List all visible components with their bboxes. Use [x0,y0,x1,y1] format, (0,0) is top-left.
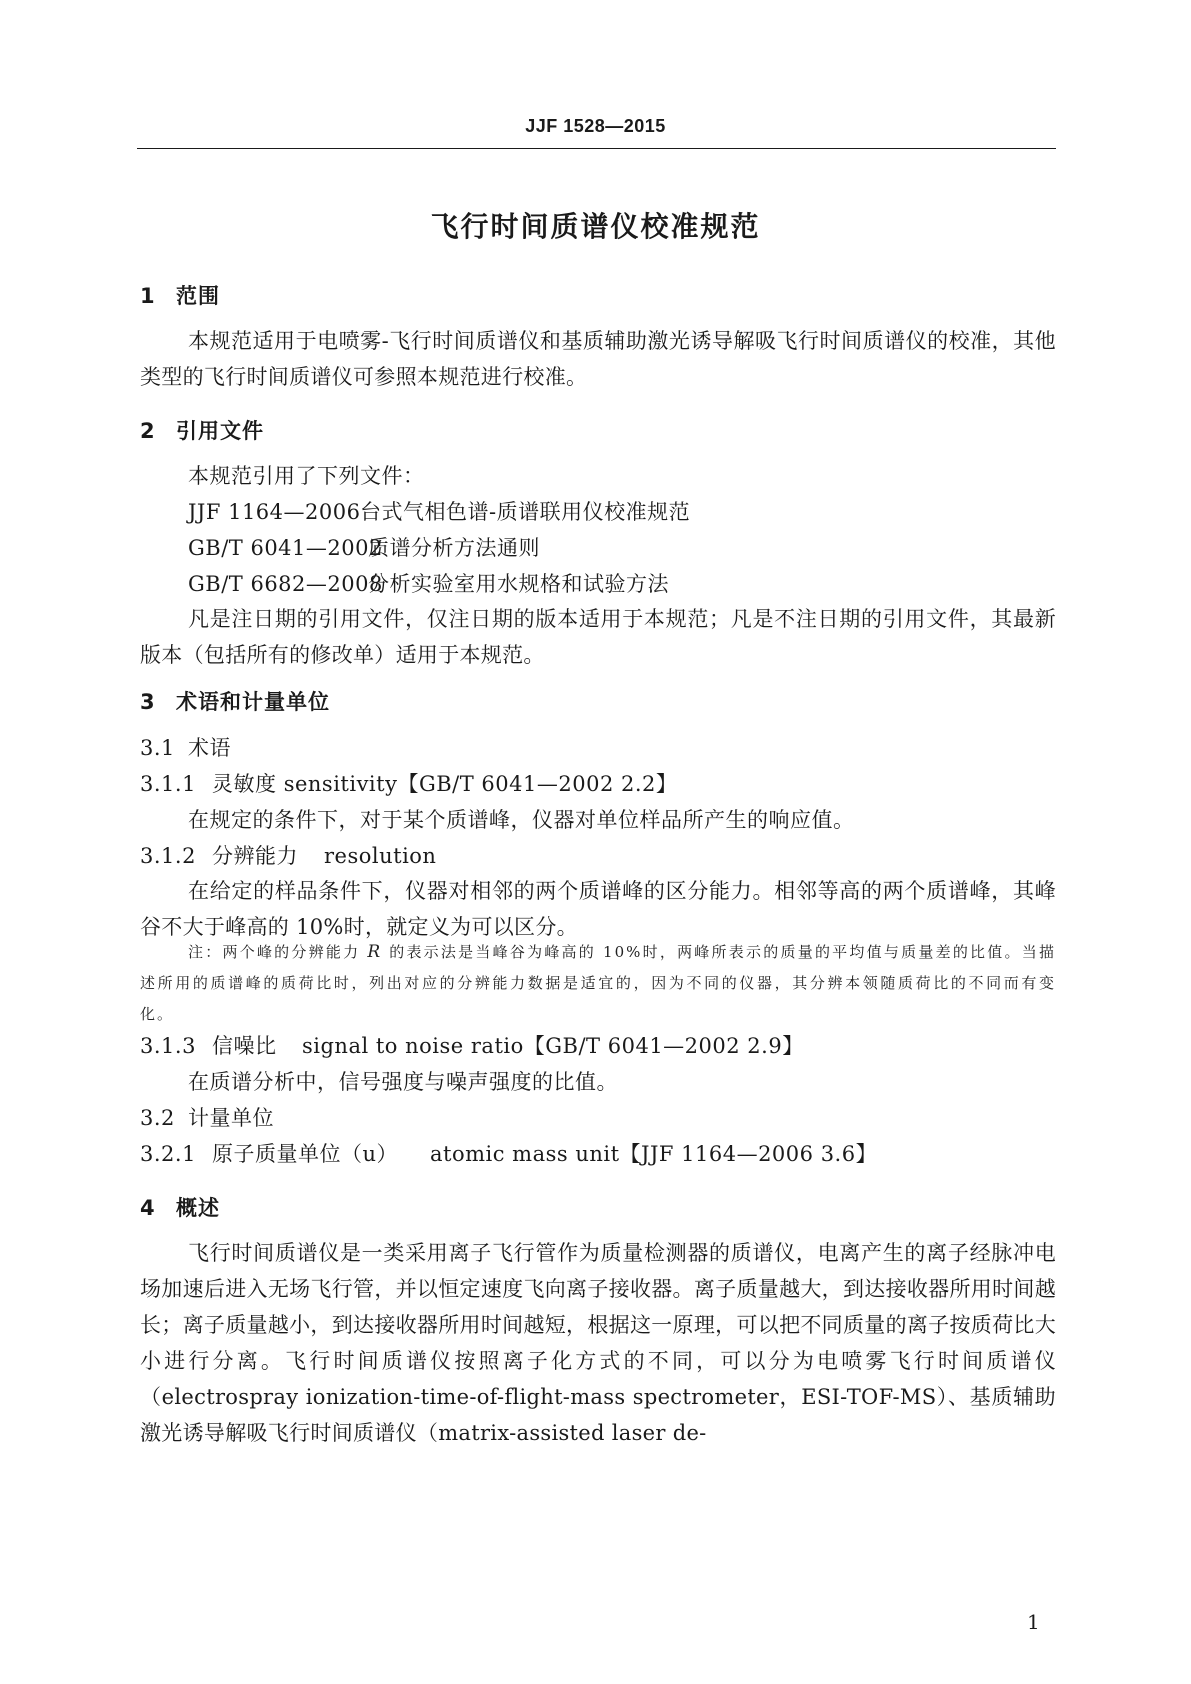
term-number: 3.1.3 [140,1034,196,1058]
term-3-1-3-heading [140,1036,804,1057]
section-number: 1 [140,284,156,308]
term-3-1-3-definition: 在质谱分析中，信号强度与噪声强度的比值。 [188,1070,618,1094]
term-number: 3.2.1 [140,1142,196,1166]
note-variable: R [367,942,383,962]
term-name: 原子质量单位（u） [212,1142,399,1166]
reference-name: 台式气相色谱-质谱联用仪校准规范 [360,500,691,524]
reference-code: GB/T 6682—2008 [188,572,383,596]
term-reference: 【JJF 1164—2006 3.6】 [619,1142,878,1166]
term-number: 3.1.2 [140,844,196,868]
reference-code: JJF 1164—2006 [188,500,361,524]
section-number: 4 [140,1196,156,1220]
term-name: 分辨能力 [212,844,298,868]
subsection-number: 3.1 [140,736,175,760]
term-reference: 【GB/T 6041—2002 2.9】 [523,1034,804,1058]
section-1-paragraph: 本规范适用于电喷雾-飞行时间质谱仪和基质辅助激光诱导解吸飞行时间质谱仪的校准，其他类型的飞行时间质谱仪可参照本规范进行校准。 [140,329,1056,389]
term-english: resolution [324,844,437,868]
page-number: 1 [1027,1610,1040,1634]
term-name: 信噪比 [212,1034,277,1058]
subsection-title: 计量单位 [188,1106,274,1130]
subsection-number: 3.2 [140,1106,175,1130]
term-3-1-2-definition: 在给定的样品条件下，仪器对相邻的两个质谱峰的区分能力。相邻等高的两个质谱峰，其峰谷不大于峰高的 10%时，就定义为可以区分。 [140,879,1056,939]
section-2-heading [140,415,264,445]
term-english: atomic mass unit [430,1142,620,1166]
section-4-heading [140,1192,220,1222]
section-title: 术语和计量单位 [176,690,330,714]
term-english: sensitivity [283,772,398,796]
note-body: 的表示法是当峰谷为峰高的 10%时，两峰所表示的质量的平均值与质量差的比值。当描述所用的质谱峰的质荷比时，列出对应的分辨能力数据是适宜的，因为不同的仪器，其分辨本领随质荷比的不同而有变化。 [140,943,1056,1023]
document-code-header: JJF 1528—2015 [525,116,666,136]
term-number: 3.1.1 [140,772,196,796]
section-title: 引用文件 [176,419,264,443]
reference-item [188,502,690,523]
term-reference: 【GB/T 6041—2002 2.2】 [397,772,678,796]
section-number: 2 [140,419,156,443]
note-prefix: 注：两个峰的分辨能力 [188,943,361,961]
subsection-3-1-heading [140,738,231,759]
section-title: 范围 [176,284,220,308]
subsection-3-2-heading [140,1108,274,1129]
reference-item [188,538,540,559]
document-title: 飞行时间质谱仪校准规范 [430,210,761,243]
term-3-1-2-heading [140,846,436,867]
references-intro: 本规范引用了下列文件： [188,464,425,488]
term-english: signal to noise ratio [302,1034,524,1058]
section-3-heading [140,686,330,716]
section-number: 3 [140,690,156,714]
reference-name: 分析实验室用水规格和试验方法 [368,572,669,596]
term-3-1-2-note [140,937,1056,1030]
unit-3-2-1-heading [140,1144,877,1165]
header-rule [137,148,1056,149]
subsection-title: 术语 [188,736,231,760]
reference-name: 质谱分析方法通则 [368,536,540,560]
section-1-heading [140,280,220,310]
section-4-paragraph: 飞行时间质谱仪是一类采用离子飞行管作为质量检测器的质谱仪，电离产生的离子经脉冲电场加速后进入无场飞行管，并以恒定速度飞向离子接收器。离子质量越大，到达接收器所用时间越长；离子质量越小，到达接收器所用时间越短，根据这一原理，可以把不同质量的离子按质荷比大小进行分离。飞行时间质谱仪按照离子化方式的不同，可以分为电喷雾飞行时间质谱仪（electrospray ionization-time-of-flight-mass spectrometer，ESI-TOF-MS）、基质辅助激光诱导解吸飞行时间质谱仪（matrix-assisted laser de- [140,1241,1056,1445]
term-3-1-1-definition: 在规定的条件下，对于某个质谱峰，仪器对单位样品所产生的响应值。 [188,808,855,832]
term-3-1-1-heading [140,774,677,795]
section-title: 概述 [176,1196,220,1220]
term-name: 灵敏度 [212,772,277,796]
reference-item [188,574,669,595]
references-closing-paragraph: 凡是注日期的引用文件，仅注日期的版本适用于本规范；凡是不注日期的引用文件，其最新版本（包括所有的修改单）适用于本规范。 [140,607,1056,667]
reference-code: GB/T 6041—2002 [188,536,383,560]
